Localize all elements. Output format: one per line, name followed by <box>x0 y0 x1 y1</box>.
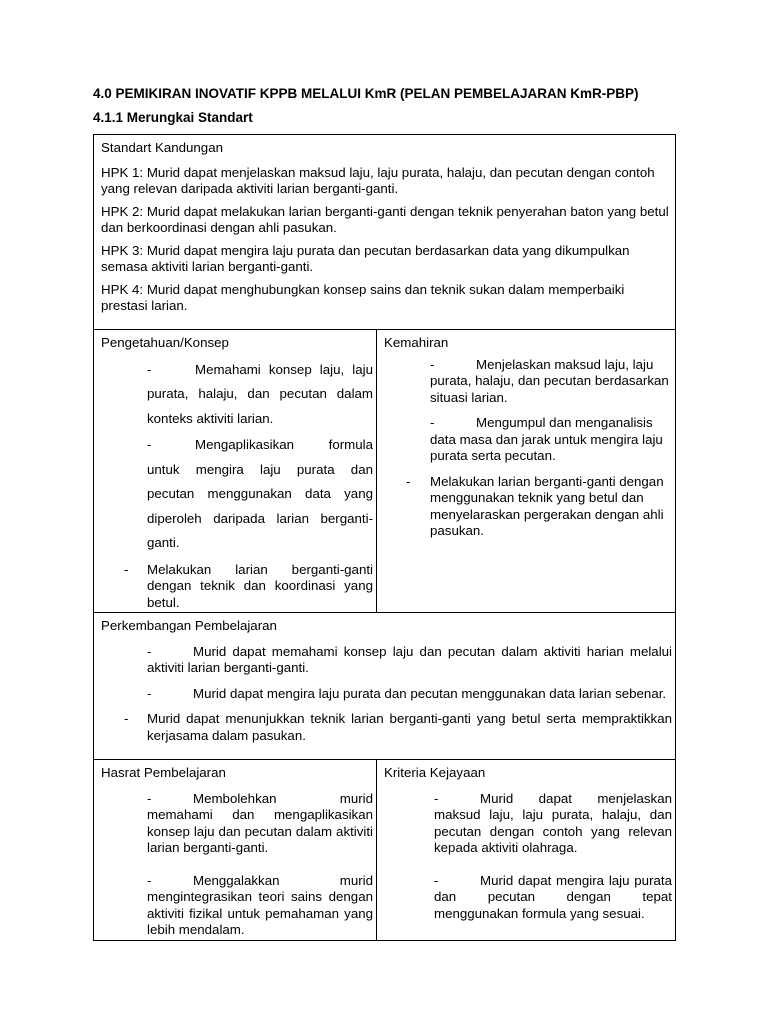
pengetahuan-item-3 <box>101 562 373 612</box>
kemahiran-item-2 <box>384 415 672 465</box>
section-heading: 4.1.1 Merungkai Standart <box>93 110 253 125</box>
hasrat-cell <box>94 760 377 941</box>
kemahiran-item-3 <box>384 474 672 540</box>
kriteria-cell <box>377 760 676 941</box>
bullet-dash: - <box>147 685 152 701</box>
perkembangan-item-3 <box>101 711 672 744</box>
perkembangan-cell <box>94 613 676 760</box>
document-heading: 4.0 PEMIKIRAN INOVATIF KPPB MELALUI KmR (PELAN PEMBELAJARAN KmR-PBP) <box>93 86 639 101</box>
pengetahuan-cell <box>94 330 377 613</box>
perkembangan-title: Perkembangan Pembelajaran <box>101 618 277 633</box>
kriteria-item-1 <box>384 791 672 857</box>
standart-kandungan-row <box>94 135 676 330</box>
pengetahuan-item-1 <box>101 358 373 432</box>
bullet-dash: - <box>147 643 152 659</box>
bullet-dash: - <box>147 790 152 806</box>
hasrat-item-1-text: Membolehkan murid memahami dan mengaplikasikan konsep laju dan pecutan dalam aktiviti larian berganti-ganti. <box>147 790 373 855</box>
bullet-dash: - <box>430 415 435 430</box>
bullet-dash: - <box>434 872 439 888</box>
kemahiran-title: Kemahiran <box>384 335 449 350</box>
document-page <box>93 84 675 941</box>
hpk-1: HPK 1: Murid dapat menjelaskan maksud laju, laju purata, halaju, dan pecutan dengan contoh yang relevan daripada aktiviti larian berganti-ganti. <box>101 164 655 196</box>
pengetahuan-item-2 <box>101 433 373 556</box>
kriteria-item-2 <box>384 873 672 923</box>
hasrat-item-2 <box>101 873 376 939</box>
bullet-dash: - <box>124 561 129 577</box>
bullet-dash: - <box>147 872 152 888</box>
perkembangan-item-2 <box>101 686 672 703</box>
perkembangan-item-1-text: Murid dapat memahami konsep laju dan pecutan dalam aktiviti harian melalui aktiviti larian berganti-ganti. <box>147 643 672 675</box>
bullet-dash: - <box>434 790 439 806</box>
kemahiran-item-1-text: Menjelaskan maksud laju, laju purata, halaju, dan pecutan berdasarkan situasi larian. <box>430 356 669 405</box>
kemahiran-item-1 <box>384 357 672 407</box>
kriteria-item-2-text: Murid dapat mengira laju purata dan pecutan dengan tepat menggunakan formula yang sesuai. <box>434 872 672 921</box>
pengetahuan-item-3-text: Melakukan larian berganti-ganti dengan teknik dan koordinasi yang betul. <box>147 561 373 610</box>
pengetahuan-item-2-text: Mengaplikasikan formula untuk mengira laju purata dan pecutan menggunakan data yang diperoleh daripada larian berganti-ganti. <box>147 437 373 550</box>
bullet-dash: - <box>147 361 152 377</box>
bullet-dash: - <box>147 437 152 452</box>
hpk-3: HPK 3: Murid dapat mengira laju purata dan pecutan berdasarkan data yang dikumpulkan semasa aktiviti larian berganti-ganti. <box>101 242 630 274</box>
bullet-dash: - <box>124 711 129 726</box>
bullet-dash: - <box>406 473 411 489</box>
perkembangan-row <box>94 613 676 760</box>
standard-table <box>93 134 676 941</box>
kriteria-item-1-text: Murid dapat menjelaskan maksud laju, laju purata, halaju, dan pecutan dengan contoh yang relevan kepada aktiviti olahraga. <box>434 790 672 855</box>
pengetahuan-item-1-text: Memahami konsep laju, laju purata, halaju, dan pecutan dalam konteks aktiviti larian. <box>147 361 373 426</box>
standart-kandungan-title: Standart Kandungan <box>101 140 223 155</box>
pengetahuan-kemahiran-row <box>94 330 676 613</box>
bullet-dash: - <box>430 356 435 372</box>
perkembangan-item-2-text: Murid dapat mengira laju purata dan pecutan menggunakan data larian sebenar. <box>193 685 667 701</box>
kemahiran-item-3-text: Melakukan larian berganti-ganti dengan menggunakan teknik yang betul dan menyelaraskan pergerakan dengan ahli pasukan. <box>430 473 664 538</box>
standart-kandungan-cell <box>94 135 676 330</box>
hpk-2: HPK 2: Murid dapat melakukan larian berganti-ganti dengan teknik penyerahan baton yang betul dan berkoordinasi dengan ahli pasukan. <box>101 203 669 235</box>
perkembangan-item-3-text: Murid dapat menunjukkan teknik larian berganti-ganti yang betul serta mempraktikkan kerjasama dalam pasukan. <box>147 711 672 743</box>
hasrat-kriteria-row <box>94 760 676 941</box>
hpk-4: HPK 4: Murid dapat menghubungkan konsep sains dan teknik sukan dalam memperbaiki prestasi larian. <box>101 281 625 313</box>
hasrat-item-2-text: Menggalakkan murid mengintegrasikan teori sains dengan aktiviti fizikal untuk pemahaman yang lebih mendalam. <box>147 872 373 937</box>
hasrat-item-1 <box>101 791 376 857</box>
hasrat-title: Hasrat Pembelajaran <box>101 765 226 780</box>
pengetahuan-title: Pengetahuan/Konsep <box>101 335 229 350</box>
perkembangan-item-1 <box>101 644 672 677</box>
kriteria-title: Kriteria Kejayaan <box>384 765 486 780</box>
kemahiran-cell <box>377 330 676 613</box>
kemahiran-item-2-text: Mengumpul dan menganalisis data masa dan jarak untuk mengira laju purata serta pecutan. <box>430 415 663 463</box>
